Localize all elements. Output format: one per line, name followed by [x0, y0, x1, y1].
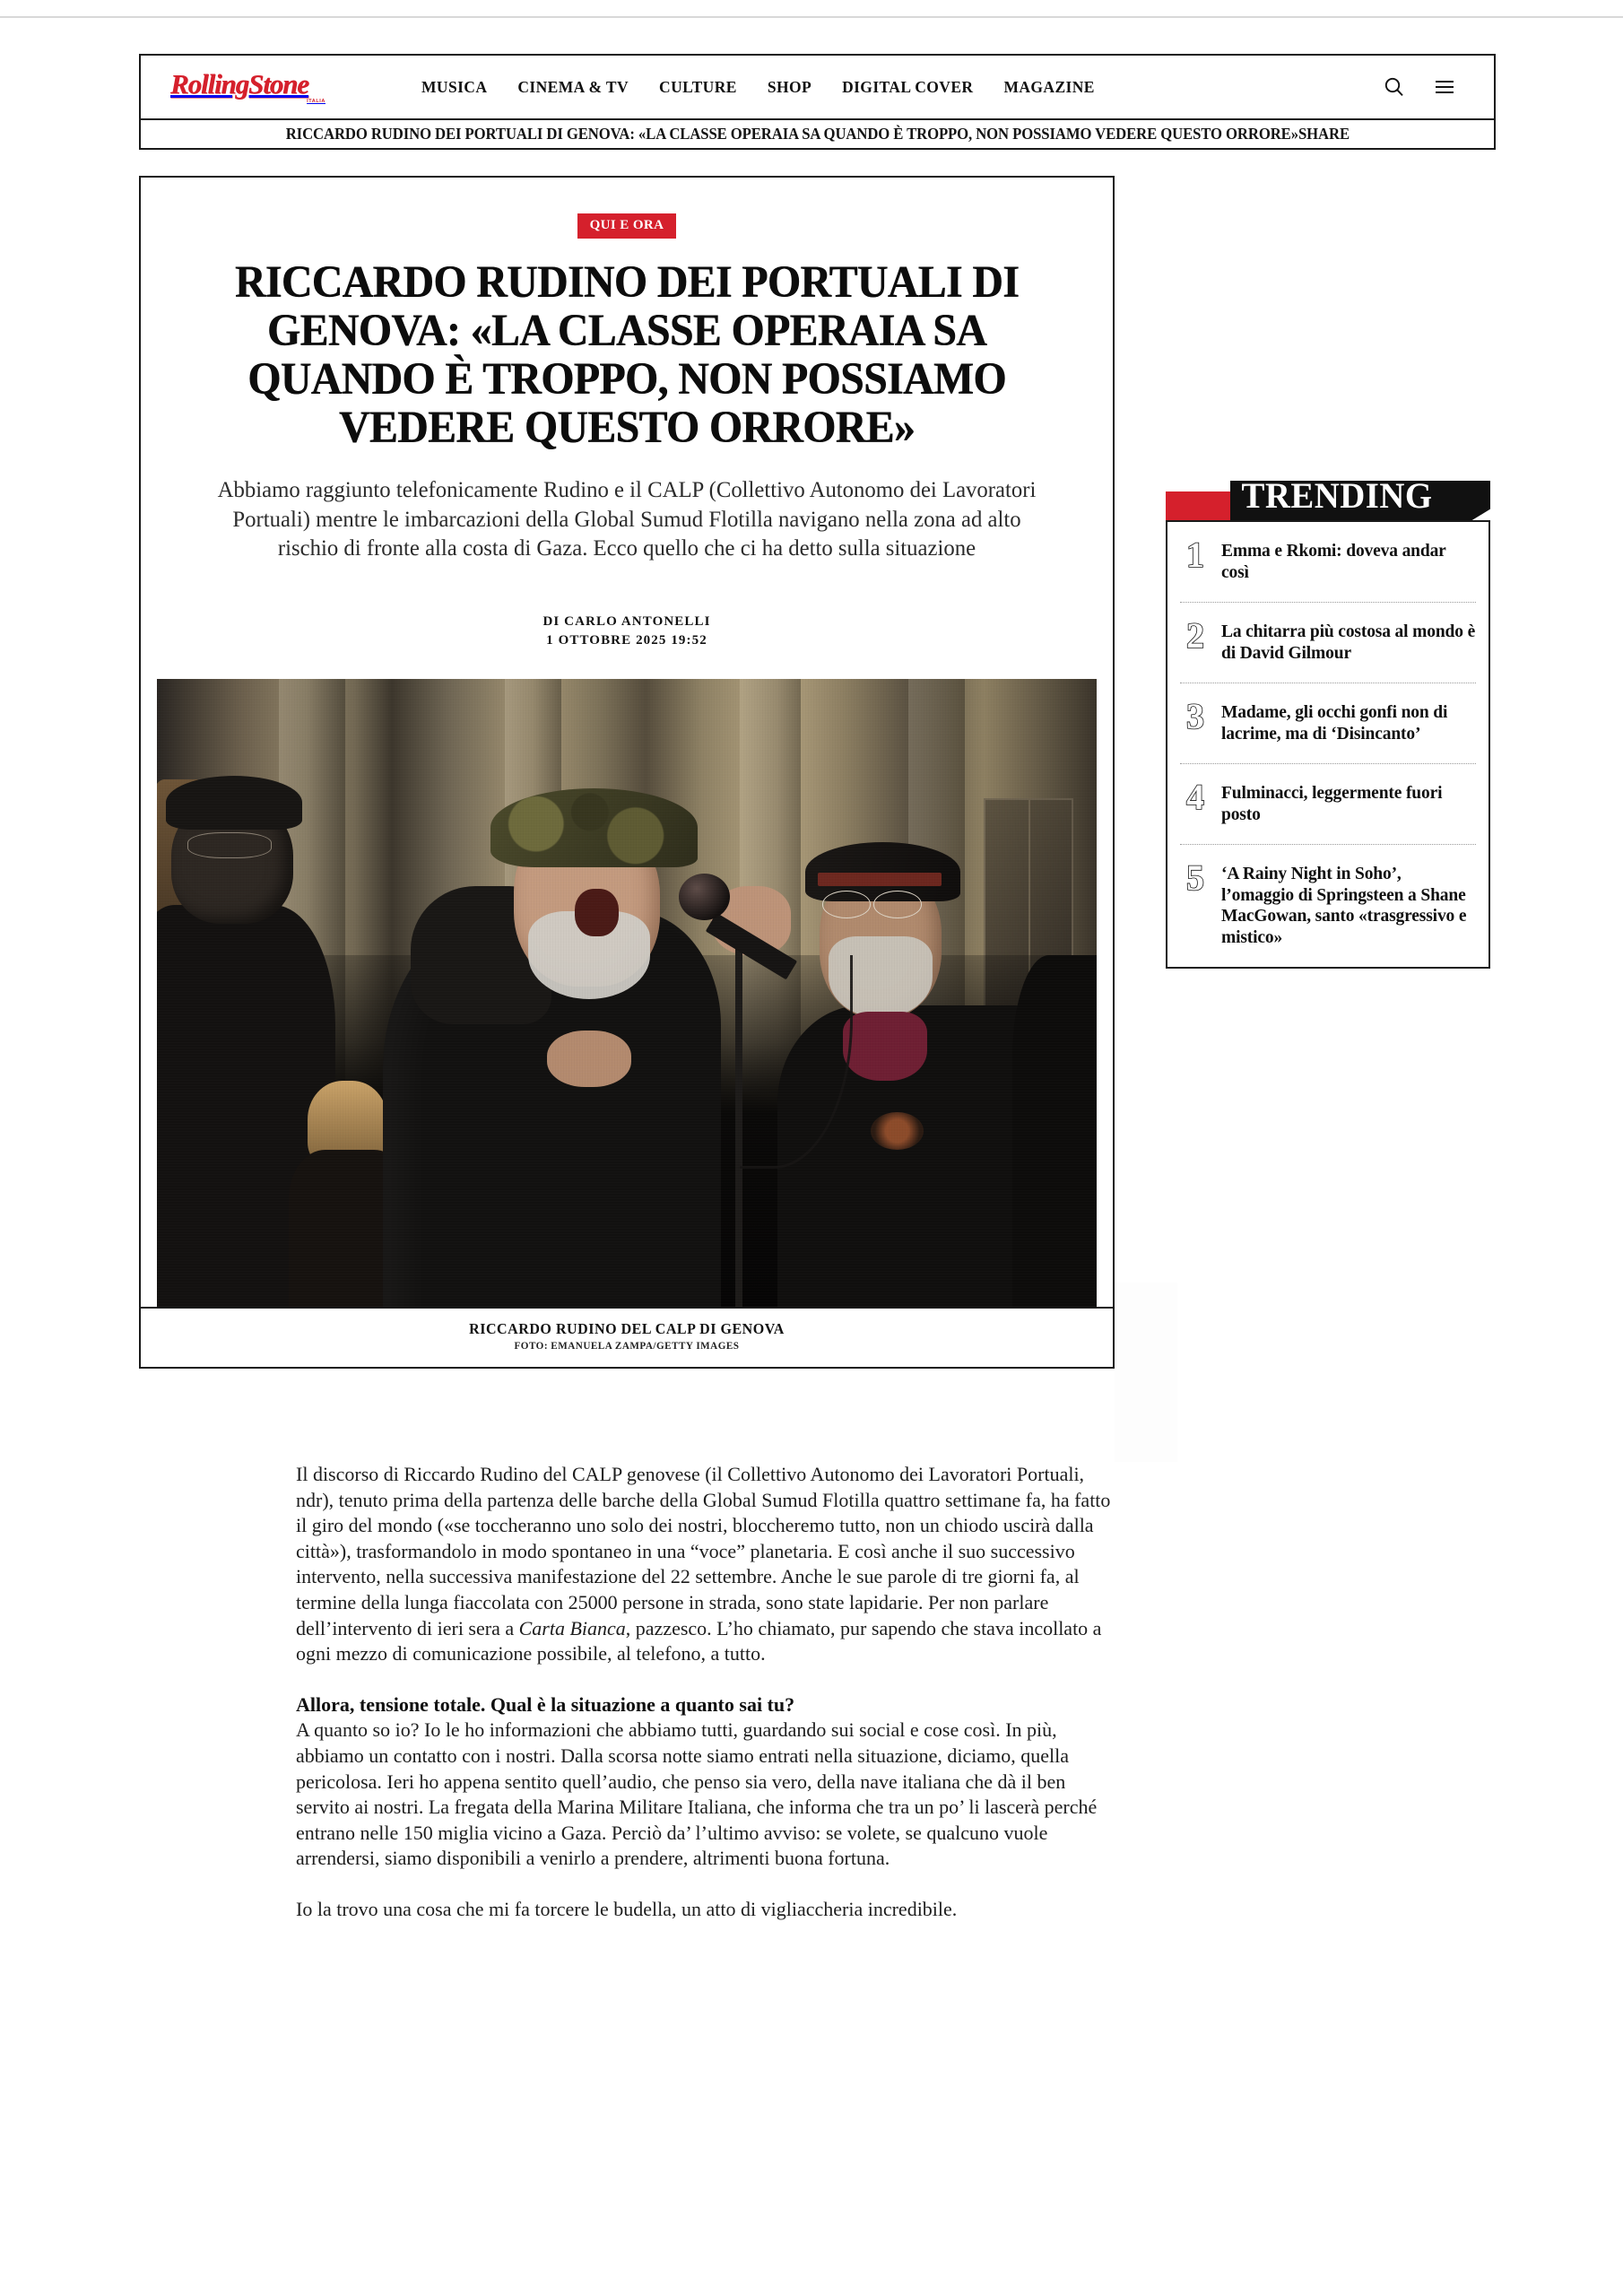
- trending-item-title[interactable]: La chitarra più costosa al mondo è di David Gilmour: [1221, 622, 1476, 663]
- photo-figure-left-cap: [166, 776, 302, 830]
- page-title: RICCARDO RUDINO DEI PORTUALI DI GENOVA: «LA CLASSE OPERAIA SA QUANDO È TROPPO, NON POSSIAMO VEDERE QUESTO ORRORE»: [234, 257, 1020, 452]
- trending-rank: 1: [1186, 535, 1204, 575]
- breaking-news-ticker[interactable]: [139, 118, 1496, 150]
- nav-item-musica[interactable]: MUSICA: [421, 77, 488, 96]
- photo-speaker-mouth: [575, 889, 618, 936]
- trending-item-title[interactable]: ‘A Rainy Night in Soho’, l’omaggio di Springsteen a Shane MacGowan, santo «trasgressivo e mistico»: [1221, 865, 1467, 947]
- body-p1-part-b: , pazzesco. L’ho chiamato, pur sapendo che stava incollato a ogni mezzo di comunicazione possibile, al telefono, a tutto.: [296, 1616, 1102, 1665]
- nav-item-digital-cover[interactable]: DIGITAL COVER: [842, 77, 974, 96]
- ticker-headline: RICCARDO RUDINO DEI PORTUALI DI GENOVA: «LA CLASSE OPERAIA SA QUANDO È TROPPO, NON POSSIAMO VEDERE QUESTO ORRORE»SHARE: [285, 125, 1350, 143]
- byline-date: 1 OTTOBRE 2025 19:52: [546, 632, 707, 648]
- trending-rank: 4: [1186, 777, 1204, 817]
- photo-caption: RICCARDO RUDINO DEL CALP DI GENOVA: [469, 1319, 785, 1337]
- photo-credit: FOTO: EMANUELA ZAMPA/GETTY IMAGES: [514, 1340, 740, 1352]
- nav-item-magazine[interactable]: MAGAZINE: [1003, 77, 1095, 96]
- body-paragraph-3: Io la trovo una cosa che mi fa torcere le budella, un atto di vigliaccheria incredibile.: [296, 1897, 958, 1920]
- byline-author[interactable]: DI CARLO ANTONELLI: [542, 613, 711, 629]
- trending-item-title[interactable]: Emma e Rkomi: doveva andar così: [1221, 542, 1446, 582]
- trending-item-title[interactable]: Madame, gli occhi gonfi non di lacrime, ma di ‘Disincanto’: [1221, 703, 1448, 744]
- nav-item-shop[interactable]: SHOP: [767, 77, 812, 96]
- page-top-divider: [0, 16, 1623, 18]
- masthead: [139, 54, 1496, 118]
- list-item[interactable]: [1180, 683, 1476, 764]
- photo-speaker-hand: [547, 1031, 631, 1087]
- site-header-frame: [139, 54, 1496, 150]
- list-item[interactable]: [1180, 764, 1476, 845]
- trending-title: TRENDING: [1241, 475, 1433, 516]
- list-item[interactable]: [1180, 522, 1476, 603]
- trending-sidebar: [1166, 474, 1490, 969]
- trending-rank: 2: [1186, 615, 1204, 656]
- hero-photo-image: [157, 679, 1097, 1307]
- nav-item-cinema-tv[interactable]: CINEMA & TV: [517, 77, 629, 96]
- brand-wordmark: RollingStone: [170, 68, 308, 100]
- body-p1-part-a: Il discorso di Riccardo Rudino del CALP genovese (il Collettivo Autonomo dei Lavoratori Portuali, ndr), tenuto prima della partenza delle barche della Global Sumud Flotilla quattro settimane fa, ha fatto il giro del mondo («se toccheranno uno solo dei nostri, bloccheremo tutto, non un chiodo uscirà dalla città»), trasformandolo in modo spontaneo in una “voce” planetaria. E così anche il suo successivo intervento, nella successiva manifestazione del 22 settembre. Anche le sue parole di tre giorni fa, al termine della lunga fiaccolata con 25000 persone in strada, sono state lapidarie. Per non parlare dell’intervento di ieri sera a: [296, 1463, 1111, 1639]
- article-hero: [141, 178, 1113, 650]
- photo-figure-right-glasses-left: [822, 891, 871, 918]
- article-body: [296, 1462, 1116, 1923]
- page-edge-filler: [1115, 1283, 1177, 1462]
- rolling-stone-logo[interactable]: [170, 64, 361, 110]
- list-item[interactable]: [1180, 603, 1476, 683]
- photo-figure-right-glasses-right: [873, 891, 922, 918]
- photo-figure-right-badge: [871, 1112, 924, 1150]
- kicker-row: [187, 213, 1066, 239]
- interview-answer-1: A quanto so io? Io le ho informazioni che abbiamo tutti, guardando sui social e cose così. In più, abbiamo un contatto con i nostri. Dalla scorsa notte siamo entrati nella situazione, diciamo, quella pericolosa. Ieri ho appena sentito quell’audio, che penso sia vero, della nave italiana che dà il ben servito ai nostri. La fregata della Marina Militare Italiana, che informa che tra un po’ li lascerà perché entrano nelle 150 miglia vicino a Gaza. Perciò da’ l’ultimo avviso: se volete, se qualcuno vuole arrendersi, siamo disponibili a venirlo a prendere, altrimenti buona fortuna.: [296, 1718, 1098, 1870]
- body-p1-italic-title: Carta Bianca: [518, 1616, 626, 1639]
- byline: [187, 613, 1066, 650]
- photo-figure-right-scarf: [843, 1012, 927, 1081]
- article-standfirst: Abbiamo raggiunto telefonicamente Rudino e il CALP (Collettivo Autonomo dei Lavoratori Portuali) mentre le imbarcazioni della Global Sumud Flotilla navigano nella zona ad alto rischio di fronte alla costa di Gaza. Ecco quello che ci ha detto sulla situazione: [217, 476, 1037, 561]
- list-item[interactable]: [1180, 845, 1476, 967]
- article-card: [139, 176, 1115, 1369]
- photo-speaker-camo-cap: [490, 788, 698, 867]
- body-qa-block-1: [296, 1692, 1116, 1872]
- brand-edition-label: ITALIA: [307, 99, 325, 104]
- trending-rank: 5: [1186, 857, 1204, 898]
- trending-list: [1166, 520, 1490, 969]
- category-badge[interactable]: QUI E ORA: [577, 213, 677, 239]
- photo-microphone-head: [679, 874, 731, 921]
- search-icon[interactable]: [1383, 75, 1406, 99]
- trending-header: [1166, 474, 1490, 520]
- header-actions: [1383, 75, 1456, 99]
- photo-figure-far-right: [1012, 955, 1097, 1307]
- interview-question-1: Allora, tensione totale. Qual è la situazione a quanto sai tu?: [296, 1692, 795, 1716]
- trending-item-title[interactable]: Fulminacci, leggermente fuori posto: [1221, 784, 1443, 824]
- trending-rank: 3: [1186, 696, 1204, 736]
- body-paragraph-1: [296, 1462, 1116, 1667]
- hero-photo: [157, 679, 1097, 1307]
- nav-item-culture[interactable]: CULTURE: [659, 77, 737, 96]
- hamburger-menu-icon[interactable]: [1433, 75, 1456, 99]
- primary-navigation: [406, 78, 1383, 97]
- photo-figure-left-glasses: [187, 832, 272, 858]
- photo-caption-box: [141, 1307, 1113, 1367]
